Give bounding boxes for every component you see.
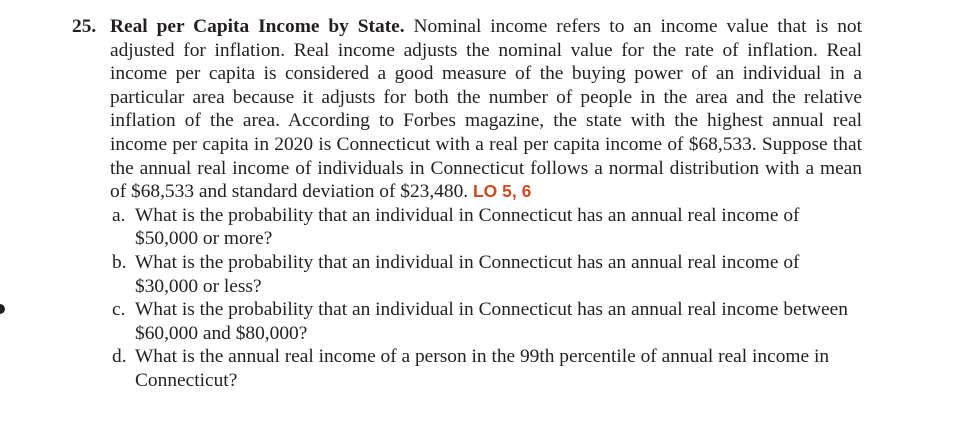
part-label: b. [112,251,127,273]
exercise-part-a [112,204,854,251]
learning-objective-tag: LO 5, 6 [472,181,532,202]
part-text: What is the probability that an individual in Connecticut has an annual real income between $60,000 and $80,000? [135,299,848,344]
part-label: d. [112,346,127,368]
exercise-number: 25. [72,16,97,37]
part-text: What is the probability that an individual in Connecticut has an annual real income of $30,000 or less? [135,251,800,297]
exercise-part-c [112,298,854,345]
exercise-25 [72,15,862,393]
part-label: a. [112,204,126,226]
part-text: What is the annual real income of a person in the 99th percentile of annual real income in Connecticut? [135,346,830,391]
part-label: c. [112,299,126,321]
exercise-body [110,15,862,204]
exercise-part-d [112,345,854,392]
exercise-part-b [112,251,854,298]
exercise-title: Real per Capita Income by State. [110,16,405,37]
page-edge-mark [0,304,5,314]
exercise-parts [112,204,862,393]
part-text: What is the probability that an individual in Connecticut has an annual real income of $50,000 or more? [135,204,800,250]
exercise-text: Nominal income refers to an income value that is not adjusted for inflation. Real income adjusts the nominal value for the rate of inflation. Real income per capita is considered a good measure of the buying power of an individual in a particular area because it adjusts for both the number of people in the area and the relative inflation of the area. According to Forbes magazine, the state with the highest annual real income per capita in 2020 is Connecticut with a real per capita income of $68,533. Suppose that the annual real income of individuals in Connecticut follows a normal distribution with a mean of $68,533 and standard deviation of $23,480. [110,16,862,203]
